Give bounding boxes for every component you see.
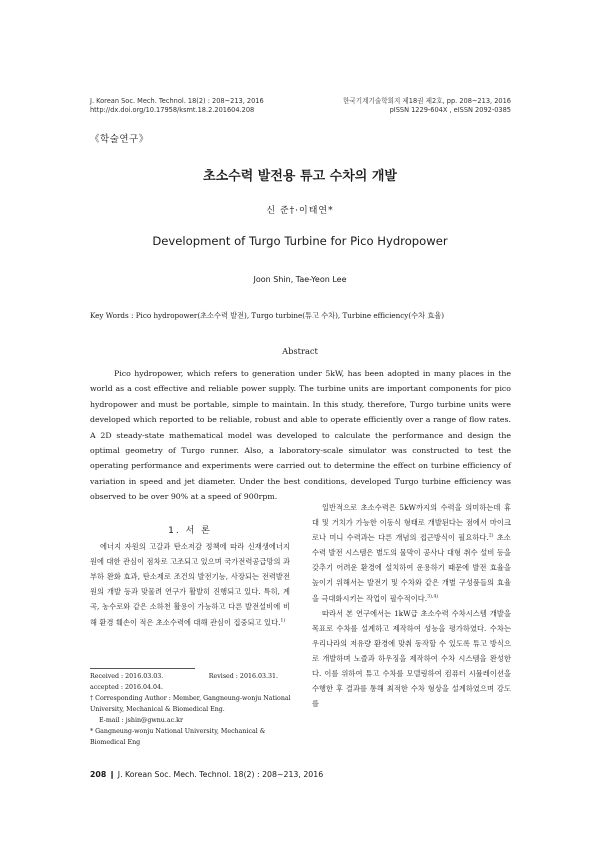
intro-paragraph-1-text: 에너지 자원의 고갈과 탄소저감 정책에 따라 신재생에너지원에 대한 관심이 점차로 고조되고 있으며 국가전력공급망의 과부하 완화 효과, 탄소제로 조건의 발전기능, 사장되는 전력발전원의 개발 등과 맞물려 연구가 활발히 진행되고 있다. 특히, 계곡, 농수로와 같은 소하천 활용이 가능하고 다른 발전설비에 비해 환경 훼손이 적은 초소수력에 대해 관심이 집중되고 있다. — [90, 542, 290, 627]
footnote-dates — [90, 671, 278, 682]
header-citation: J. Korean Soc. Mech. Technol. 18(2) : 208~213, 2016 — [90, 97, 264, 105]
page-number: 208 — [90, 770, 107, 779]
page-footer — [90, 770, 323, 779]
ref-3-4: 3),4) — [427, 594, 439, 600]
authors-english: Joon Shin, Tae-Yeon Lee — [253, 275, 347, 284]
received-date: Received : 2016.03.03. — [90, 673, 164, 680]
ref-1: 1) — [280, 618, 286, 624]
intro-paragraph-3: 따라서 본 연구에서는 1kW급 초소수력 수차시스템 개발을 목표로 수차를 설계하고 제작하여 성능을 평가하였다. 수차는 우리나라의 저유량 환경에 맞춰 동작할 수 있도록 튜고 방식으로 개발하며 노즐과 하우징을 제작하여 수차 시스템을 완성한다. 이를 위하여 튜고 수차를 모델링하여 컴퓨터 시뮬레이션을 수행한 후 결과를 통해 최적한 수차 형상을 설계하였으며 강도를 — [312, 608, 511, 709]
authors-korean: 신 준†·이태연* — [266, 206, 334, 216]
section-heading-introduction: 1. 서 론 — [168, 526, 212, 536]
footer-citation: J. Korean Soc. Mech. Technol. 18(2) : 208~213, 2016 — [117, 770, 324, 779]
header-issn: pISSN 1229-604X , eISSN 2092-0385 — [389, 106, 511, 114]
keywords: Key Words : Pico hydropower(초소수력 발전), Turgo turbine(튜고 수차), Turbine efficiency(수차 효율) — [90, 311, 445, 320]
author-email[interactable]: E-mail : jshin@gwnu.ac.kr — [99, 717, 183, 724]
footer-separator-icon: ❙ — [108, 770, 118, 779]
footnote-divider — [90, 668, 195, 669]
ref-2: 2) — [488, 533, 494, 539]
coauthor-affiliation: * Gangneung-wonju National University, Mechanical & Biomedical Eng — [90, 728, 266, 746]
title-korean: 초소수력 발전용 튜고 수차의 개발 — [203, 169, 397, 184]
journal-citation-header — [90, 97, 264, 115]
header-doi[interactable]: http://dx.doi.org/10.17958/ksmt.18.2.201604.208 — [90, 106, 255, 114]
abstract-body: Pico hydropower, which refers to generation under 5kW, has been adopted in many places in the world as a cost effective and reliable power supply. The turbine units are important components for pico hydropower and must be portable, simple to maintain. In this study, therefore, Turgo turbine units were developed which reported to be reliable, robust and able to operate efficiently over a range of flow rates. A 2D steady-state mathematical model was developed to calculate the performance and design the optimal geometry of Turgo runner. Also, a laboratory-scale simulator was constructed to test the operating performance and experiments were carried out to determine the effect on turbine efficiency of variation in speed and jet diameter. Under the best conditions, developed Turgo turbine efficiency was observed to be over 90% at a speed of 900rpm. — [90, 369, 511, 502]
intro-paragraph-1 — [90, 539, 290, 630]
journal-issn-header — [343, 97, 511, 115]
accepted-date: accepted : 2016.04.04. — [90, 684, 164, 691]
title-english: Development of Turgo Turbine for Pico Hydropower — [152, 234, 448, 248]
article-category: 《학술연구》 — [90, 134, 149, 145]
corresponding-author: † Corresponding Author : Member, Gangneung-wonju National University, Mechanical & Biomedical Eng. — [90, 695, 291, 713]
intro-paragraph-2-text: 일반적으로 초소수력은 5kW까지의 수력을 의미하는데 휴대 및 거치가 가능한 이동식 형태로 개발된다는 점에서 마이크로나 미니 수력과는 다른 개념의 접근방식이 필요하다. — [312, 503, 511, 543]
intro-paragraph-2 — [312, 500, 511, 606]
intro-paragraph-2-cont: 초소수력 발전 시스템은 별도의 물막이 공사나 대형 취수 설비 등을 갖추기 어려운 환경에 설치하여 운용하기 때문에 발전 효율을 높이기 위해서는 발전기 및 수차와 같은 개별 구성품들의 효율을 극대화시키는 작업이 필수적이다. — [312, 533, 511, 603]
right-column — [312, 500, 511, 711]
revised-date: Revised : 2016.03.31. — [208, 673, 278, 680]
header-korean-citation: 한국기계기술학회지 제18권 제2호, pp. 208~213, 2016 — [342, 97, 511, 105]
left-column — [90, 524, 290, 630]
footnotes — [90, 671, 300, 748]
abstract-heading: Abstract — [282, 346, 318, 356]
